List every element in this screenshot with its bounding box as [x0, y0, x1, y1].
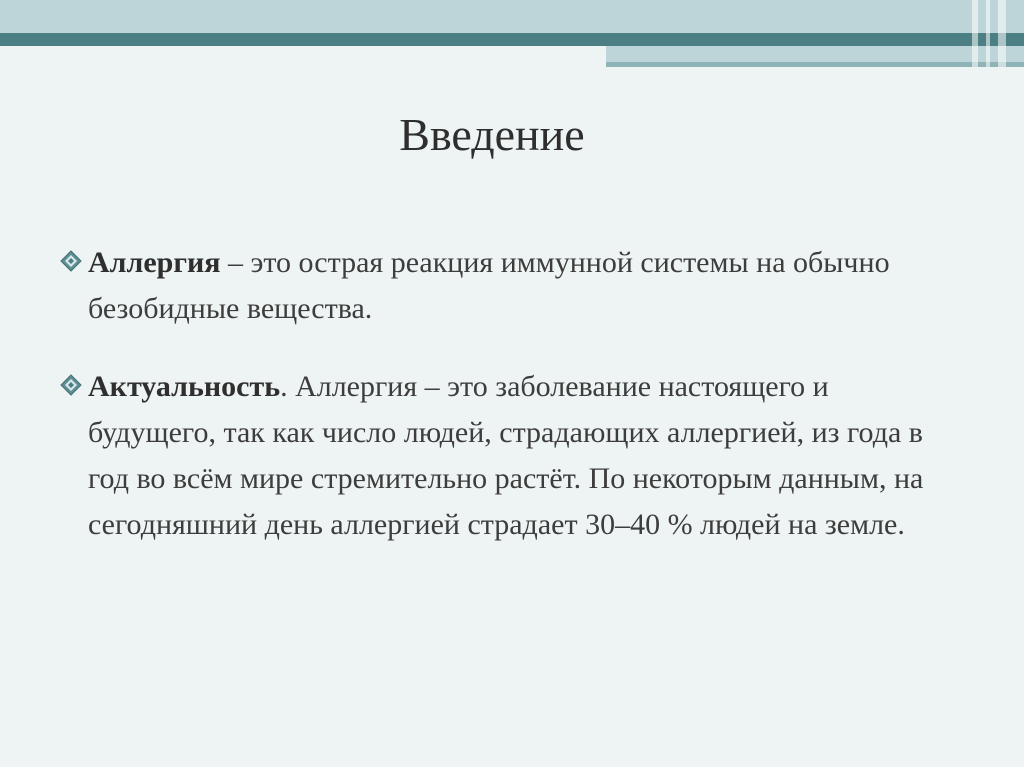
header-stripe	[998, 0, 1006, 67]
header-band-right-dark	[606, 62, 1024, 67]
bullet-text: . Аллергия – это заболевание настоящего и будущего, так как число людей, страдающих аллергией, из года в год во всём мире стремительно растёт. По некоторым данным, на сегодняшний день аллергией страдает 30–40 % людей на земле.	[88, 370, 924, 541]
bullet-item-allergy	[60, 240, 960, 332]
bullet-text: – это острая реакция иммунной системы на обычно безобидные вещества.	[88, 246, 890, 325]
header-stripe	[972, 0, 978, 67]
slide-title: Введение	[399, 109, 585, 160]
header-band-dark	[0, 33, 1024, 46]
header-band-right-light	[606, 46, 1024, 62]
header-stripe	[986, 0, 990, 67]
header-band-light	[0, 0, 1024, 33]
bullet-item-relevance	[60, 364, 960, 548]
bullet-term: Аллергия	[88, 246, 221, 279]
diamond-bullet-icon	[60, 250, 82, 272]
diamond-bullet-icon	[60, 374, 82, 396]
bullet-term: Актуальность	[88, 370, 281, 403]
bullet-list	[60, 240, 960, 580]
